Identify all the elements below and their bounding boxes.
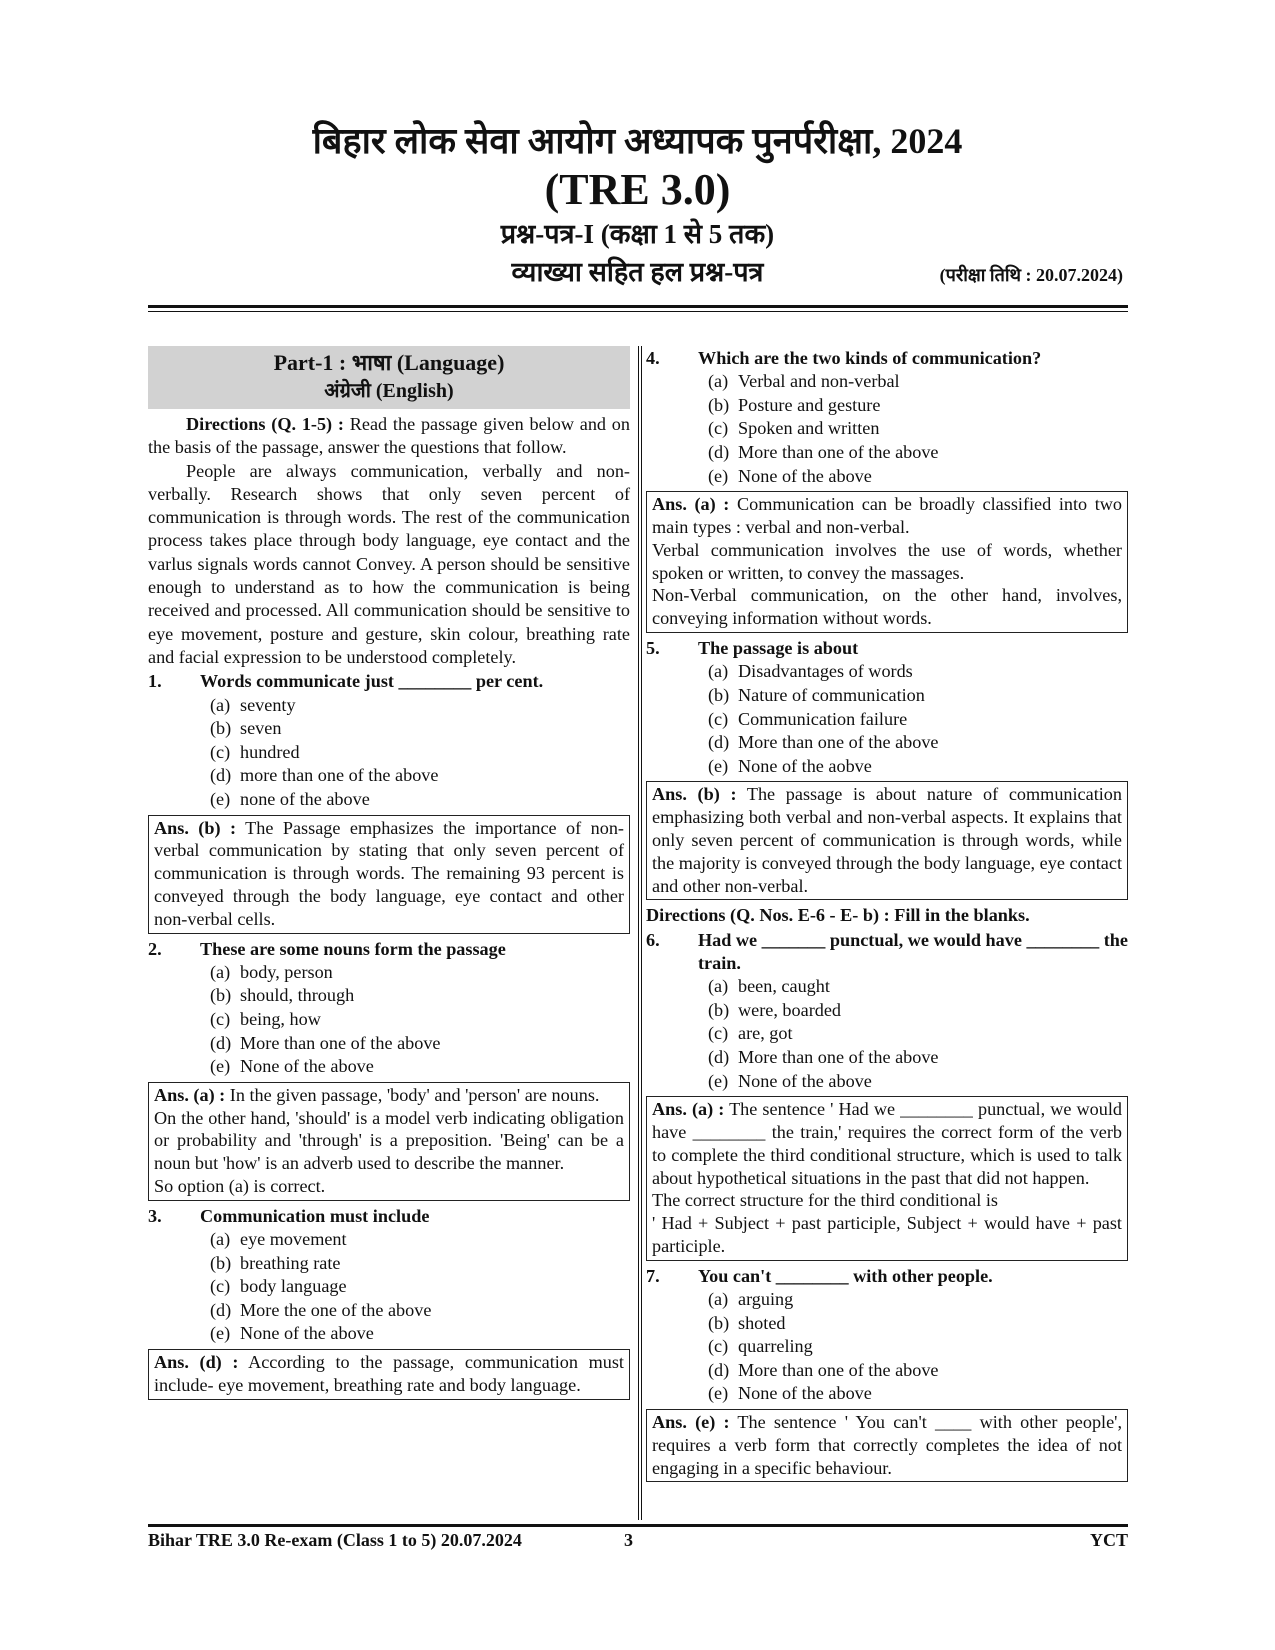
option: (e) None of the above: [210, 1323, 374, 1344]
option: (a) seventy: [210, 694, 296, 715]
option: (e) None of the above: [708, 465, 872, 486]
part-subtitle: अंग्रेजी (English): [324, 380, 454, 402]
option: (c) hundred: [210, 741, 300, 762]
option: (d) More than one of the above: [708, 1046, 939, 1067]
option: (b) breathing rate: [210, 1252, 341, 1273]
exam-date: (परीक्षा तिथि : 20.07.2024): [939, 265, 1123, 285]
answer-text: The passage is about nature of communication emphasizing both verbal and non-verbal aspects. It explains that only seven percent of communication is through words, while the majority is conveyed through the body language, eye contact and other non-verbal.: [652, 784, 1122, 896]
options-list: [148, 694, 630, 812]
answer-text: The correct structure for the third conditional is: [652, 1190, 998, 1211]
answer-text: Communication can be broadly classified into two main types : verbal and non-verbal.: [652, 494, 1123, 538]
option: (e) None of the aobve: [708, 755, 872, 776]
answer-box: [646, 491, 1128, 633]
question-5: [646, 637, 1128, 660]
option: (c) are, got: [708, 1023, 793, 1044]
page-header: [0, 118, 1275, 290]
options-list: [148, 1228, 630, 1346]
publisher-name: YCT: [1089, 1530, 1128, 1550]
question-text: Had we _______ punctual, we would have ________ the train.: [698, 929, 1128, 973]
answer-label: Ans. (a) :: [652, 494, 730, 515]
answer-label: Ans. (a) :: [652, 1099, 725, 1120]
answer-text: Verbal communication involves the use of words, whether spoken or written, to convey the massages.: [652, 539, 1122, 583]
header-rule-thick: [148, 305, 1128, 308]
column-divider: [638, 346, 642, 1520]
option: (a) been, caught: [708, 976, 830, 997]
answer-text: The Passage emphasizes the importance of non-verbal communication by stating that only seven percent of communication is through words. The remaining 93 percent is conveyed through the body language, eye contact and other non-verbal cells.: [154, 817, 624, 929]
answer-text: The sentence ' You can't ____ with other people', requires a verb form that correctly completes the idea of not engaging in a specific behaviour.: [652, 1412, 1122, 1478]
question-text: You can't ________ with other people.: [698, 1265, 993, 1286]
option: (a) Verbal and non-verbal: [708, 371, 900, 392]
directions-2: Directions (Q. Nos. E-6 - E- b) : Fill in the blanks.: [646, 905, 1030, 926]
answer-text: Non-Verbal communication, on the other hand, involves, conveying information without words.: [652, 585, 1122, 629]
option: (c) being, how: [210, 1009, 321, 1029]
directions-1-label: Directions (Q. 1-5) :: [186, 414, 344, 434]
answer-text: In the given passage, 'body' and 'person' are nouns.: [225, 1084, 600, 1105]
option: (e) None of the above: [708, 1070, 872, 1091]
answer-label: Ans. (b) :: [652, 784, 737, 805]
question-number: 5.: [646, 638, 660, 659]
options-list: [646, 370, 1128, 488]
page-footer: [148, 1530, 1128, 1560]
option: (b) Nature of communication: [708, 684, 925, 705]
page-number: 3: [624, 1530, 633, 1550]
answer-label: Ans. (e) :: [652, 1412, 730, 1432]
option: (a) eye movement: [210, 1229, 347, 1250]
question-1: [148, 670, 630, 693]
answer-label: Ans. (a) :: [154, 1084, 226, 1105]
header-rule-thin: [148, 311, 1128, 312]
question-number: 7.: [646, 1265, 660, 1286]
option: (d) more than one of the above: [210, 765, 439, 786]
option: (c) Spoken and written: [708, 418, 880, 439]
directions-1: [148, 413, 630, 460]
answer-text: According to the passage, communication must include- eye movement, breathing rate and body language.: [154, 1352, 624, 1395]
option: (d) More the one of the above: [210, 1299, 432, 1320]
passage: People are always communication, verbally and non-verbally. Research shows that only seven percent of communication is through words. The rest of the communication process takes place through body language, eye contact and the varlus signals words cannot Convey. A person should be sensitive enough to understand as to how the communication is being received and processed. All communication should be sensitive to eye movement, posture and gesture, skin colour, breathing rate and facial expression to be understood completely.: [148, 460, 630, 667]
option: (b) were, boarded: [708, 999, 842, 1020]
answer-text: ' Had + Subject + past participle, Subject + would have + past participle.: [652, 1213, 1122, 1256]
question-number: 4.: [646, 348, 660, 368]
option: (a) arguing: [708, 1289, 794, 1310]
answer-box: [646, 781, 1128, 900]
part-heading: [148, 346, 630, 409]
question-text: Communication must include: [200, 1205, 430, 1226]
option: (c) quarreling: [708, 1336, 813, 1357]
answer-box: [148, 815, 630, 934]
options-list: [148, 961, 630, 1079]
option: (e) none of the above: [210, 788, 370, 809]
question-text: The passage is about: [698, 638, 859, 659]
question-number: 1.: [148, 671, 162, 692]
option: (b) seven: [210, 718, 282, 739]
option: (a) body, person: [210, 961, 333, 982]
answer-label: Ans. (b) :: [154, 817, 237, 838]
question-6: [646, 929, 1128, 976]
answer-box: [646, 1096, 1128, 1261]
option: (a) Disadvantages of words: [708, 661, 913, 682]
option: (c) Communication failure: [708, 708, 908, 729]
question-2: [148, 938, 630, 961]
option: (d) More than one of the above: [210, 1032, 441, 1053]
option: (e) None of the above: [210, 1056, 374, 1077]
option: (c) body language: [210, 1276, 347, 1297]
answer-box: [148, 1349, 630, 1400]
option: (d) More than one of the above: [708, 442, 939, 463]
question-text: Words communicate just ________ per cent.: [200, 671, 544, 692]
answer-box: [646, 1409, 1128, 1482]
exam-title: बिहार लोक सेवा आयोग अध्यापक पुनर्परीक्षा, 2024: [312, 121, 963, 161]
answer-box: [148, 1082, 630, 1201]
answer-label: Ans. (d) :: [154, 1352, 239, 1373]
option: (d) More than one of the above: [708, 732, 939, 753]
option: (b) Posture and gesture: [708, 394, 881, 415]
paper-title: प्रश्न-पत्र-I (कक्षा 1 से 5 तक): [500, 219, 775, 249]
option: (b) should, through: [210, 985, 355, 1006]
question-number: 6.: [646, 929, 660, 950]
question-text: Which are the two kinds of communication?: [698, 348, 1042, 368]
options-list: [646, 975, 1128, 1093]
answer-text: So option (a) is correct.: [154, 1175, 326, 1196]
question-number: 2.: [148, 938, 162, 959]
question-3: [148, 1205, 630, 1228]
options-list: [646, 660, 1128, 778]
exam-code: (TRE 3.0): [544, 165, 731, 214]
question-4: [646, 347, 1128, 370]
question-number: 3.: [148, 1205, 162, 1226]
part-title: Part-1 : भाषा (Language): [273, 350, 505, 375]
left-column: [148, 346, 630, 1404]
answer-text: On the other hand, 'should' is a model verb indicating obligation or probability and 'through' is a preposition. 'Being' can be a noun but 'how' is an adverb used to describe the manner.: [154, 1107, 624, 1174]
answer-text: The sentence ' Had we ________ punctual, we would have ________ the train,' requires the correct form of the verb to complete the third conditional structure, which is used to talk about hypothetical situations in the past that did not happen.: [652, 1099, 1122, 1188]
footer-rule: [148, 1524, 1128, 1527]
directions-1-text: Read the passage given below and on the basis of the passage, answer the questions that follow.: [148, 414, 630, 458]
option: (b) shoted: [708, 1312, 786, 1333]
question-text: These are some nouns form the passage: [200, 938, 506, 959]
solved-paper-label: व्याख्या सहित हल प्रश्न-पत्र: [511, 257, 764, 287]
question-7: [646, 1265, 1128, 1288]
options-list: [646, 1288, 1128, 1406]
right-column: [646, 346, 1128, 1486]
option: (e) None of the above: [708, 1383, 872, 1404]
option: (d) More than one of the above: [708, 1359, 939, 1380]
footer-exam-label: Bihar TRE 3.0 Re-exam (Class 1 to 5) 20.07.2024: [148, 1530, 522, 1550]
